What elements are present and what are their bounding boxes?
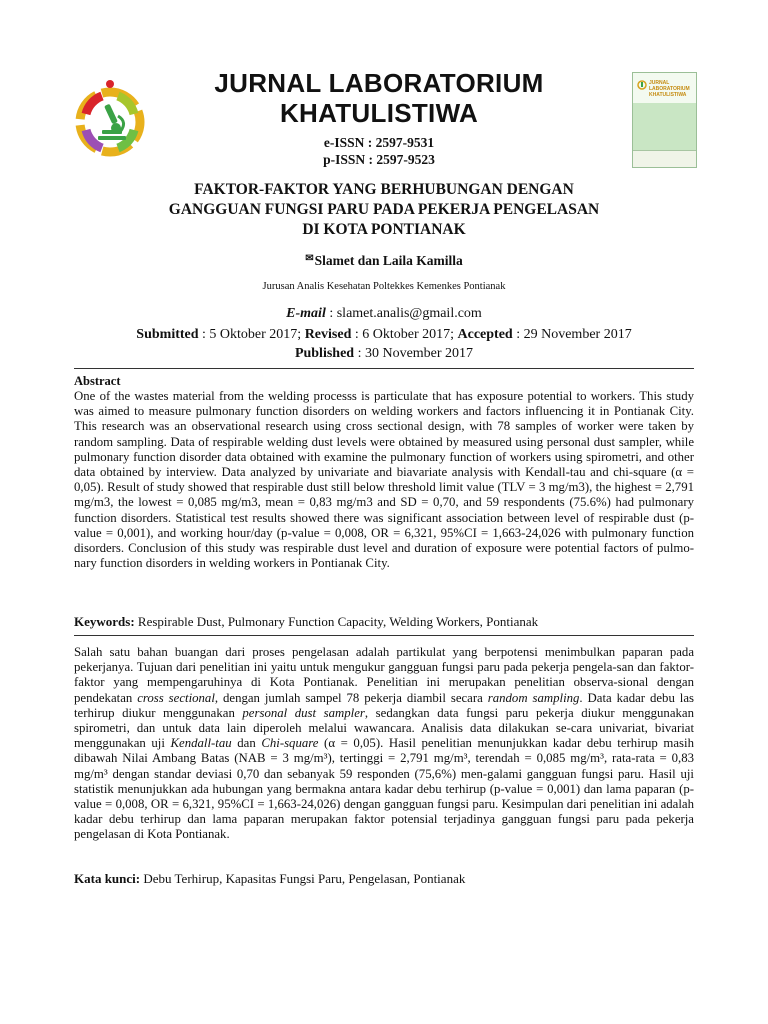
email-label: E-mail <box>286 306 326 321</box>
accepted-value: : 29 November 2017 <box>512 327 632 342</box>
abstrak-italic4: Kendall-tau <box>170 736 232 751</box>
abstrak-italic5: Chi-square <box>261 736 319 751</box>
keywords-line <box>74 614 694 630</box>
journal-title-line2: KHATULISTIWA <box>279 98 479 128</box>
dates-line1 <box>76 325 692 344</box>
eissn: e-ISSN : 2597-9531 <box>323 135 435 150</box>
abstrak-part5: dan <box>231 736 262 751</box>
journal-title-line1: JURNAL LABORATORIUM <box>214 68 544 98</box>
abstract-text: One of the wastes material from the welding processs is particulate that has exposure potential to workers. This study was aimed to measure pulmonary function disorders on welding workers and factors influencing it in Pontianak City. This research was an observational research using cross sectional design, with 78 samples of worker were taken by random sampling. Data of respirable welding dust levels were obtained by measured using personal dust sampler, while pulmonary function disorder data obtained with examine the pulmonary function of workers using spirometri, and other data obtained by interview. Data analyzed by univariate and biavariate analysis with Kendall-tau and chi-square (α = 0,05). Result of study showed that respirable dust still below threshold limit value (TLV = 3 mg/m3), the highest = 2,791 mg/m3, the lowest = 0,085 mg/m3, mean = 0,83 mg/m3 and SD = 0,70, and 59 respondents (75.6%) had pulmonary function disorders. Statistical test results showed there was significant association between level of respirable dust (p-value = 0,001), and working hour/day (p-value = 0,008, OR = 6,321, 95%CI = 1,663-24,026 with pulmonary function disorders. Conclusion of this study was respirable dust level and duration of exposure were potential factors of pulmo-nary function disorders in welding workers in Pontianak City. <box>74 389 694 571</box>
abstrak-part1: Salah satu bahan buangan dari proses pengelasan adalah partikulat yang berpotensi menimbulkan paparan pada pekerjanya. Tujuan dari penelitian ini yaitu untuk mengukur gangguan fungsi paru pada pekerja pengela-san dan faktor-faktor yang mempengaruhinya di Kota Pontianak. Penelitian ini merupakan penelitian observa-sional dengan pendekatan <box>74 645 694 705</box>
pissn: p-ISSN : 2597-9523 <box>323 152 435 167</box>
email-value: : slamet.analis@gmail.com <box>325 306 482 321</box>
revised-label: Revised <box>304 327 352 342</box>
revised-value: : 6 Oktober 2017; <box>351 327 458 342</box>
article-title <box>76 180 692 240</box>
abstract-heading: Abstract <box>74 374 121 388</box>
submission-dates <box>76 325 692 363</box>
abstrak-part6: (α = 0,05). Hasil penelitian menunjukkan kadar debu terhirup masih dibawah Nilai Ambang Batas (NAB = 3 mg/m³), tertinggi = 2,791 mg/m³, terendah = 0,085 mg/m³, rata-rata = 0,83 mg/m³ dengan standar deviasi 0,70 dan sebanyak 59 responden (75,6%) men-galami gangguan fungsi paru. Hasil uji statistik menunjukkan ada hubungan yang bermakna antara kadar debu terhirup (p-value = 0,001) dan lama paparan (p-value = 0,008, OR = 6,321, 95%CI = 1,663-24,026) dengan gangguan fungsi paru. Kesimpulan dari penelitian ini adalah kadar debu terhirup dan lama paparan merupakan faktor potensial terjadinya gangguan fungsi paru pada pekerja pengelasan di Kota Pontianak. <box>74 736 694 842</box>
cover-title <box>649 80 696 98</box>
cover-title-line2: KHATULISTIWA <box>649 92 687 98</box>
keywords-label: Keywords: <box>74 614 135 629</box>
submitted-label: Submitted <box>136 327 199 342</box>
envelope-icon: ✉ <box>305 253 314 264</box>
kata-kunci-line <box>74 871 694 887</box>
cover-logo-icon <box>637 79 647 91</box>
abstrak-text <box>74 645 694 843</box>
kata-kunci-label: Kata kunci: <box>74 871 141 886</box>
abstrak-italic3: personal dust sampler <box>242 705 365 720</box>
article-title-line2: GANGGUAN FUNGSI PARU PADA PEKERJA PENGELASAN <box>168 201 600 218</box>
accepted-label: Accepted <box>457 327 513 342</box>
author-names: Slamet dan Laila Kamilla <box>314 253 463 268</box>
cover-title-line1: JURNAL LABORATORIUM <box>649 80 690 92</box>
email-line <box>76 306 692 322</box>
affiliation: Jurusan Analis Kesehatan Poltekkes Kemenkes Pontianak <box>262 281 506 292</box>
article-title-line1: FAKTOR-FAKTOR YANG BERHUBUNGAN DENGAN <box>194 181 574 198</box>
published-value: : 30 November 2017 <box>354 346 474 361</box>
submitted-value: : 5 Oktober 2017; <box>198 327 305 342</box>
article-title-line3: DI KOTA PONTIANAK <box>302 221 466 238</box>
kata-kunci-value: Debu Terhirup, Kapasitas Fungsi Paru, Pengelasan, Pontianak <box>140 871 466 886</box>
journal-title <box>160 68 598 128</box>
keywords-value: Respirable Dust, Pulmonary Function Capacity, Welding Workers, Pontianak <box>134 614 539 629</box>
divider-top <box>74 368 694 369</box>
abstrak-italic1: cross sectional <box>137 690 215 705</box>
authors <box>76 253 692 269</box>
abstrak-part4: , sedangkan data fungsi paru pekerja diukur menggunakan spirometri, dan untuk data lain diperoleh melalui wawancara. Analisis data dilakukan se-cara univariat, bivariat menggunakan uji <box>74 705 694 751</box>
abstrak-part2: , dengan jumlah sampel 78 pekerja diambil secara <box>214 690 488 705</box>
issn-block <box>160 134 598 168</box>
published-label: Published <box>294 346 355 361</box>
journal-cover-thumbnail <box>632 72 697 168</box>
abstrak-italic2: random sampling <box>487 690 580 705</box>
abstrak-part3: . Data kadar debu las terhirup diukur menggunakan <box>74 690 694 720</box>
dates-line2 <box>76 344 692 363</box>
journal-logo-icon <box>72 70 148 166</box>
divider-middle <box>74 635 694 636</box>
cover-footer <box>633 150 696 167</box>
